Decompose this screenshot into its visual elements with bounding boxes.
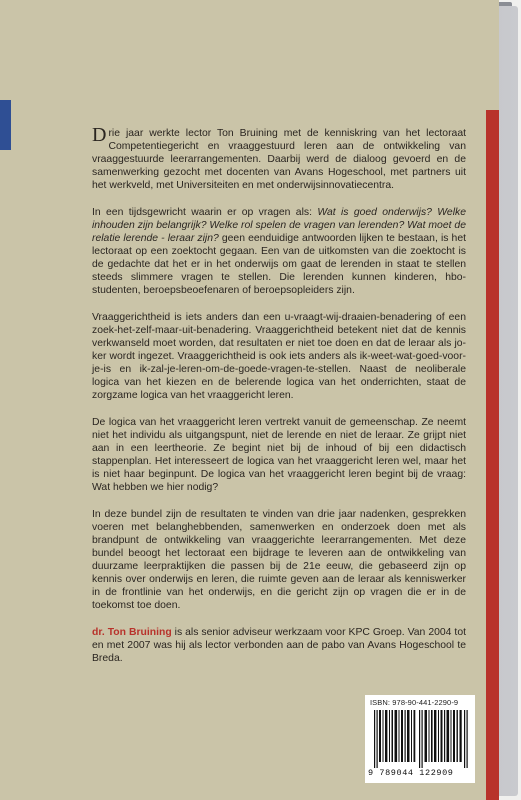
paragraph-1 xyxy=(92,124,466,192)
red-spine-stripe xyxy=(486,110,499,800)
paragraph-6 xyxy=(92,626,466,665)
barcode-icon xyxy=(372,710,470,768)
paragraph-5: In deze bundel zijn de resultaten te vinden van drie jaar nadenken, gesprekken voeren met belanghebbenden, samenwerken en onderzoek doen met als brandpunt de ontwikkeling van vraaggerichte leerarrangementen. Met deze bundel beoogt het lectoraat een bijdrage te leveren aan de ontwikkeling van duurzame leerpraktijken die passen bij de 21e eeuw, die gebaseerd zijn op kennis over onderwijs en leren, die ruimte geven aan de leraar als kenniswerker in de frontlinie van het onderwijs, en die gericht zijn op vragen die er in de toekomst toe doen. xyxy=(92,509,466,611)
paragraph-3: Vraaggerichtheid is iets anders dan een u-vraagt-wij-draaien-benadering of een zoek-het-zelf-maar-uit-benadering. Vraaggerichtheid betekent niet dat de kennis verkwanseld moet worden, dat resultaten er niet toe doen en dat de leraar als jo-ker wordt ingezet. Vraaggerichtheid is ook iets anders als ik-weet-wat-goed-voor-je-is en ik-zal-je-leren-om-de-goede-vragen-te-stellen. Naast de neoliberale logica van het kiezen en de belerende logica van het onderrichten, staat de zorgzame logica van het vraaggericht leren. xyxy=(92,312,466,401)
drop-cap: D xyxy=(92,124,107,146)
barcode-digits: 9 789044 122909 xyxy=(368,768,454,778)
author-name: dr. Ton Bruining xyxy=(92,627,172,638)
paragraph-2-questions: Wat is goed onderwijs? Welke inhouden zijn belangrijk? Welke rol spelen de vragen van lerenden? Wat moet de relatie lerende - leraar zijn? xyxy=(92,207,466,244)
back-cover-text xyxy=(92,124,466,679)
paragraph-2-rest: geen eenduidige antwoorden lijken te bestaan, is het lectoraat op een zoektocht gegaan. Een van de uitkomsten van die zoektocht is de gedachte dat het er in het onderwijs om gaat de lerenden in staat te stellen steeds slimmere vragen te stellen. Die lerenden kunnen kinderen, hbo-studenten, beroepsbeoefenaren of beroepsopleiders zijn. xyxy=(92,233,466,296)
paragraph-4: De logica van het vraaggericht leren vertrekt vanuit de gemeenschap. Ze neemt niet het individu als uitgangspunt, niet de lerende en niet de leraar. Ze grijpt niet aan in een leertheorie. Ze begint niet bij de inhoud of bij een didactisch stappenplan. Het interesseert de logica van het vraaggericht leren wel, maar het is niet haar beginpunt. De logica van het vraaggericht leren begint bij de vraag: Wat hebben we hier nodig? xyxy=(92,417,466,493)
isbn-label: ISBN: 978-90-441-2290-9 xyxy=(370,698,459,707)
paragraph-2-intro: In een tijdsgewricht waarin er op vragen als: xyxy=(92,207,318,218)
blue-accent-stripe xyxy=(0,100,11,150)
paragraph-2 xyxy=(92,206,466,297)
author-bio: is als senior adviseur werkzaam voor KPC Groep. Van 2004 tot en met 2007 was hij als lector verbonden aan de pabo van Avans Hogeschool te Breda. xyxy=(92,627,466,664)
paragraph-1-text: rie jaar werkte lector Ton Bruining met de kenniskring van het lectoraat Competentiegericht en vraaggestuurd leren aan de ontwikkeling van vraaggestuurde leerarrangementen. Daarbij werd de dialoog gevoerd en de samenwerking gezocht met docenten van Avans Hogeschool, met partners uit het werkveld, met Universiteiten en met onderwijsinnovatiecentra. xyxy=(92,128,466,191)
